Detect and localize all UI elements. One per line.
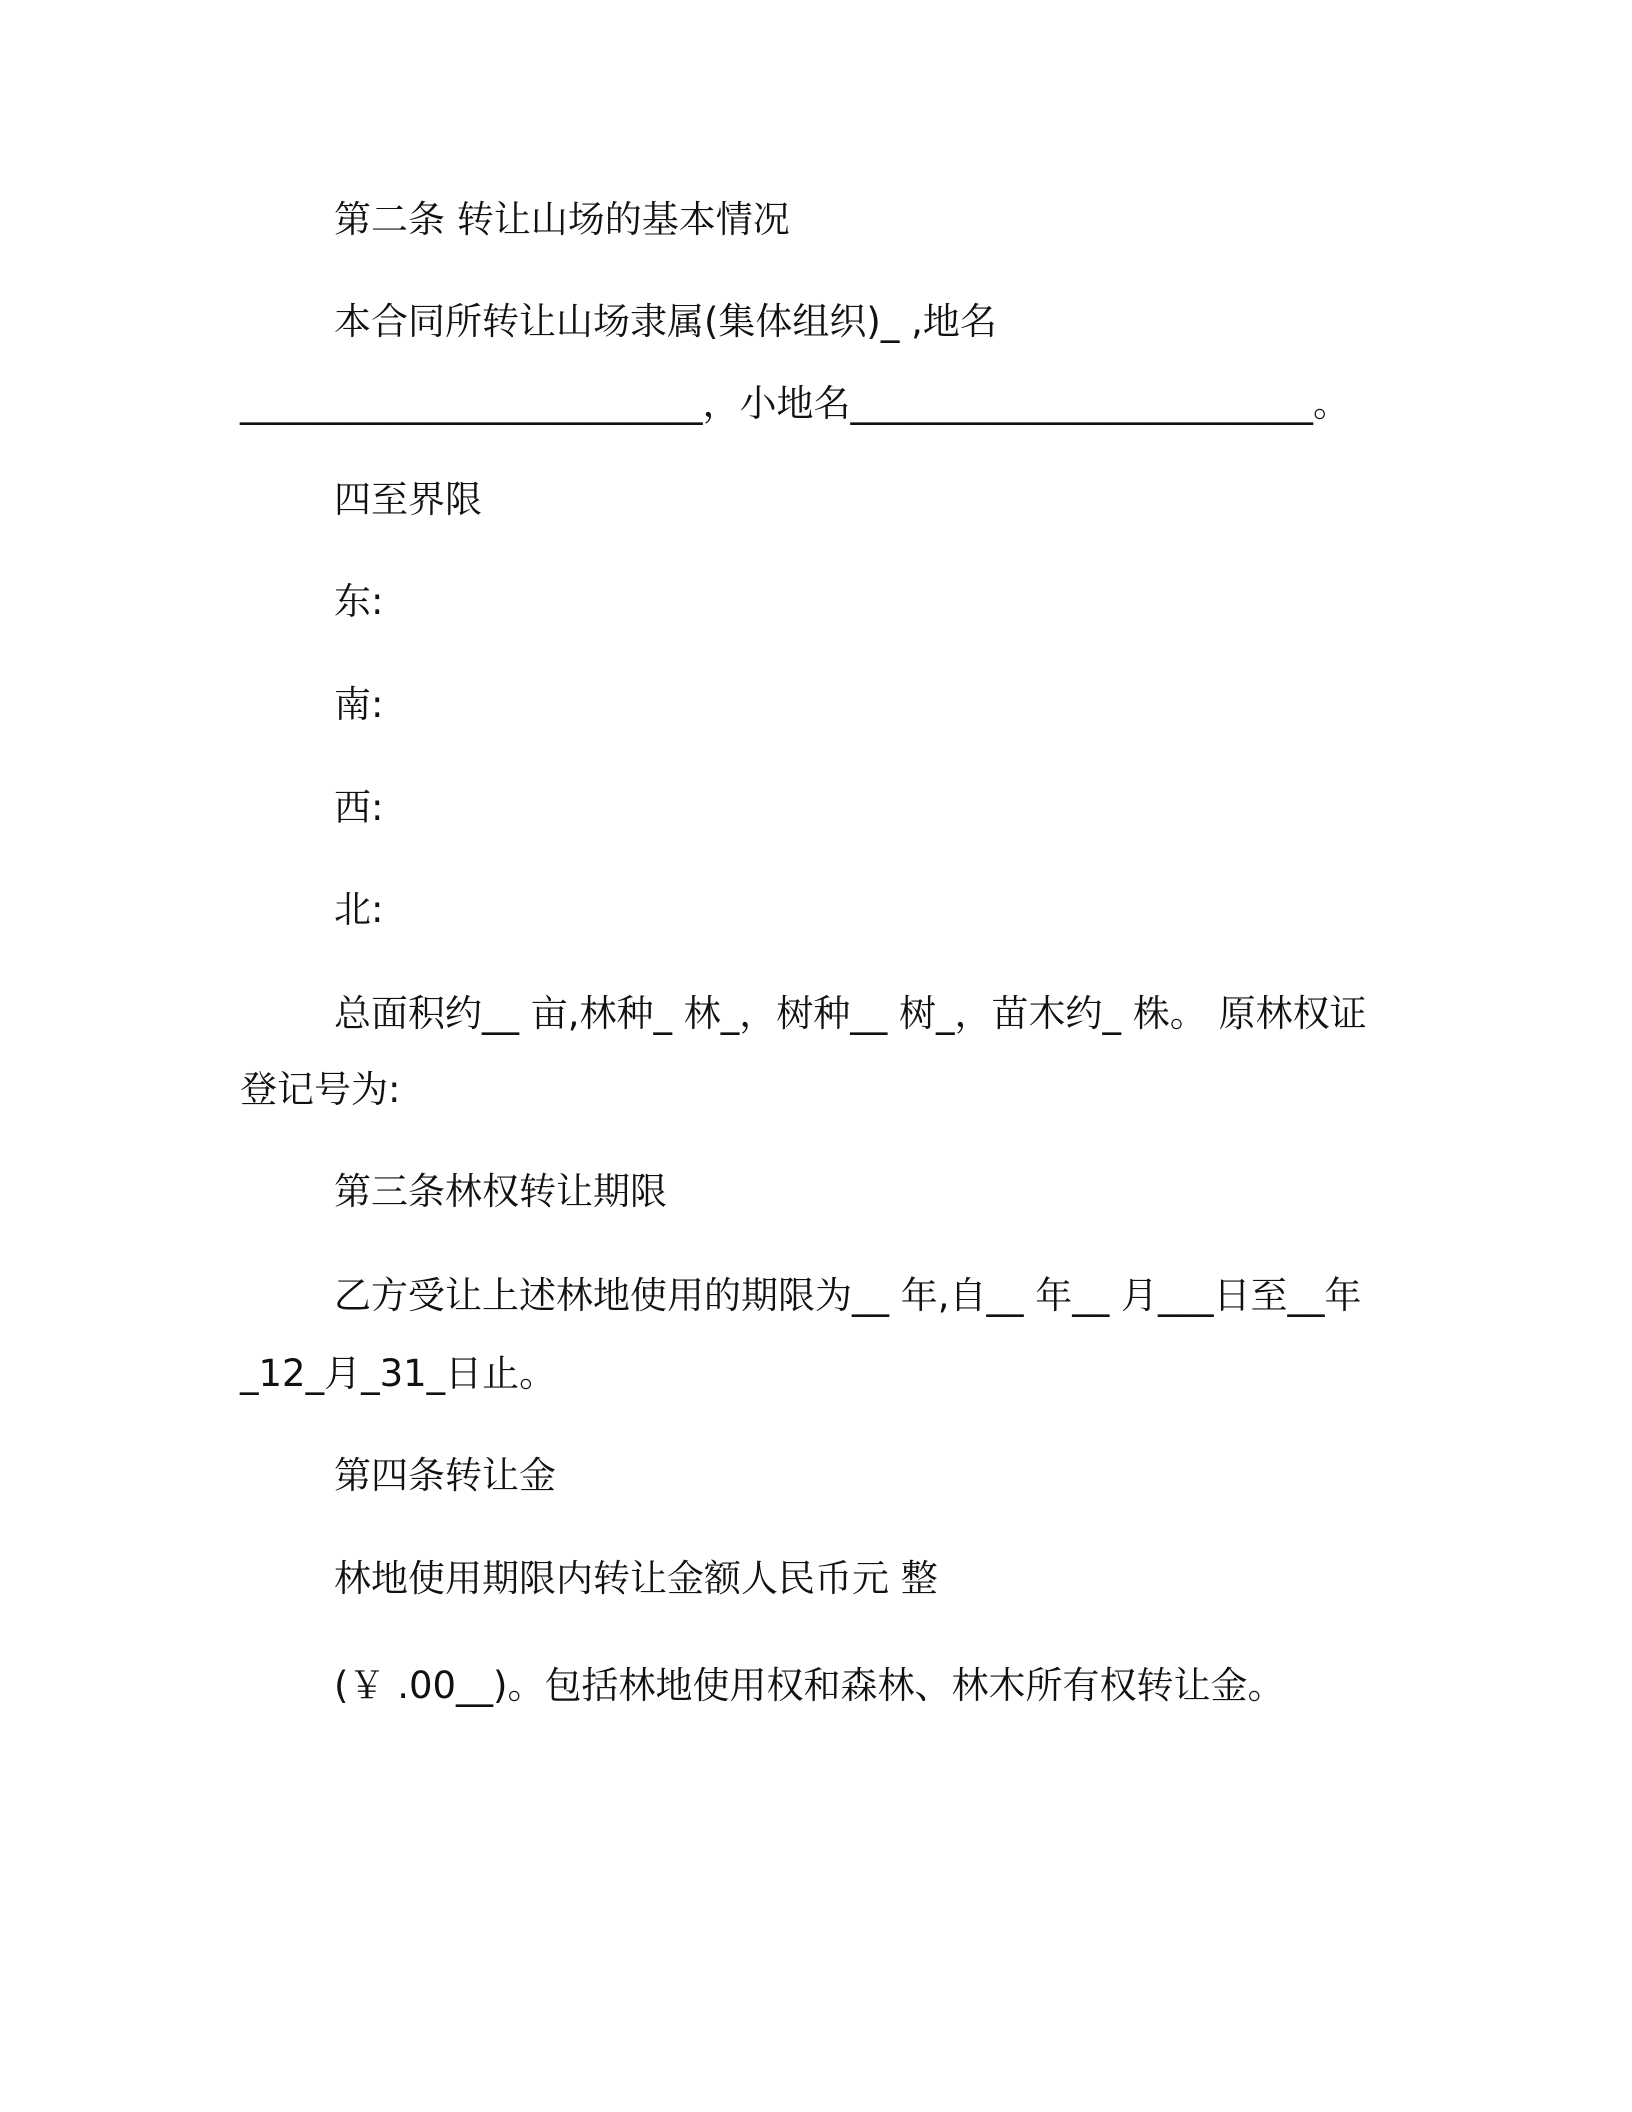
article-2-paragraph-line-2: _________________________，小地名_________________________。 [240, 382, 1350, 425]
article-3-paragraph-line-2: _12_月_31_日止。 [240, 1352, 557, 1395]
boundaries-heading: 四至界限 [334, 478, 482, 521]
boundary-west: 西: [334, 786, 384, 829]
article-4-paragraph-line-2: (￥ .00__)。包括林地使用权和森林、林木所有权转让金。 [334, 1664, 1285, 1707]
article-2-heading: 第二条 转让山场的基本情况 [334, 198, 790, 241]
article-4-heading: 第四条转让金 [334, 1454, 556, 1497]
article-2-paragraph-line-1: 本合同所转让山场隶属(集体组织)_ ,地名 [334, 300, 997, 343]
article-3-heading: 第三条林权转让期限 [334, 1170, 667, 1213]
boundary-south: 南: [334, 683, 384, 726]
article-3-paragraph-line-1: 乙方受让上述林地使用的期限为__ 年,自__ 年__ 月___日至__年 [334, 1274, 1362, 1317]
area-paragraph-line-1: 总面积约__ 亩,林种_ 林_，树种__ 树_，苗木约_ 株。 原林权证 [334, 992, 1367, 1035]
boundary-east: 东: [334, 580, 384, 623]
area-paragraph-line-2: 登记号为: [240, 1068, 401, 1111]
article-4-paragraph-line-1: 林地使用期限内转让金额人民币元 整 [334, 1557, 938, 1600]
boundary-north: 北: [334, 888, 384, 931]
